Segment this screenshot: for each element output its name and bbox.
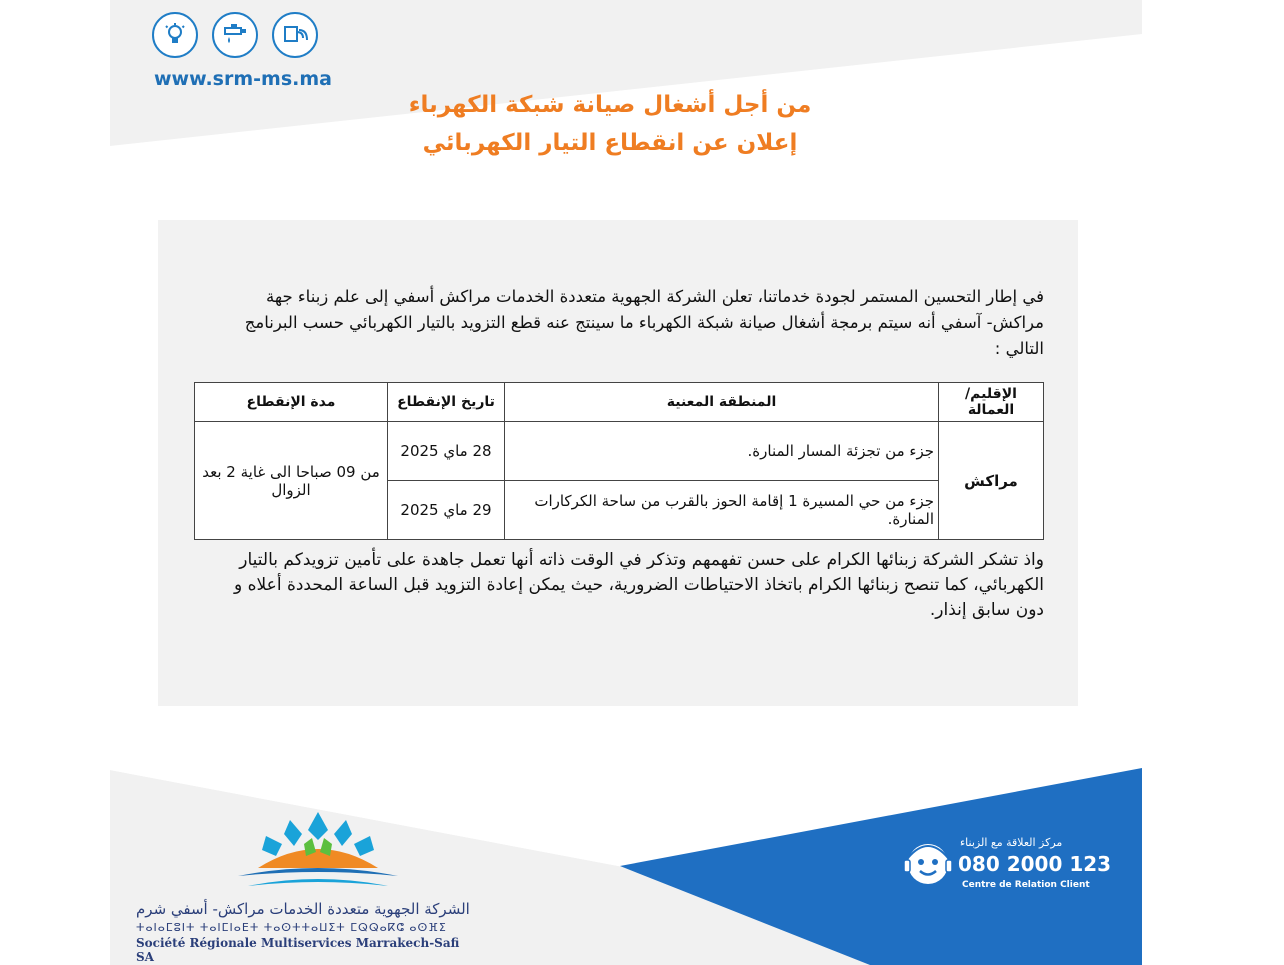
title-line-2: إعلان عن انقطاع التيار الكهربائي <box>422 130 798 156</box>
call-center <box>900 830 1120 900</box>
logo-arabic-name: الشركة الجهوية متعددة الخدمات مراكش- أسفي شرم <box>136 900 470 918</box>
logo-tifinagh-name: ⵜⴰⵏⴰⵎⵓⵏⵜ ⵜⴰⵏⵎⵏⴰⴹⵜ ⵜⴰⵙⵜⵜⴰⵡⵉⵜ ⵎⵕⵕⴰⴽⵛ ⴰⵙⴼⵉ <box>136 921 447 934</box>
header-province: الإقليم/العمالة <box>939 383 1044 422</box>
header-duration: مدة الإنقطاع <box>195 383 388 422</box>
date-cell: 28 ماي 2025 <box>388 422 505 481</box>
announcement-title <box>360 86 860 162</box>
announcement-page <box>110 0 1142 965</box>
zone-cell: جزء من حي المسيرة 1 إقامة الحوز بالقرب من ساحة الكركارات المنارة. <box>505 481 939 540</box>
call-center-arabic-label: مركز العلاقة مع الزبناء <box>960 836 1063 849</box>
call-center-french-label: Centre de Relation Client <box>962 880 1090 890</box>
table-row <box>195 422 1044 481</box>
company-logo <box>128 810 478 964</box>
notice-panel <box>158 220 1078 706</box>
outage-schedule-table <box>194 382 1044 540</box>
agent-headset-icon <box>900 834 956 894</box>
header-zone: المنطقة المعنية <box>505 383 939 422</box>
province-cell: مراكش <box>939 422 1044 540</box>
water-tap-icon <box>212 12 258 58</box>
date-cell: 29 ماي 2025 <box>388 481 505 540</box>
logo-emblem-icon <box>228 810 408 898</box>
zone-cell: جزء من تجزئة المسار المنارة. <box>505 422 939 481</box>
header-date: تاريخ الإنقطاع <box>388 383 505 422</box>
lightbulb-icon <box>152 12 198 58</box>
call-center-number: 080 2000 123 <box>958 852 1112 876</box>
duration-cell: من 09 صباحا الى غاية 2 بعد الزوال <box>195 422 388 540</box>
title-line-1: من أجل أشغال صيانة شبكة الكهرباء <box>408 92 812 118</box>
service-icons <box>152 12 318 58</box>
logo-french-name: Société Régionale Multiservices Marrakech-Safi SA <box>136 936 460 964</box>
sewage-icon <box>272 12 318 58</box>
website-url: www.srm-ms.ma <box>154 68 332 90</box>
notice-outro: واذ تشكر الشركة زبنائها الكرام على حسن تفهمهم وتذكر في الوقت ذاته أنها تعمل جاهدة على تأمين تزويدكم بالتيار الكهربائي، كما تنصح زبنائها الكرام باتخاذ الاحتياطات الضرورية، حيث يمكن إعادة التزويد قبل الساعة المحددة أعلاه و دون سابق إنذار. <box>234 550 1044 620</box>
notice-intro: في إطار التحسين المستمر لجودة خدماتنا، تعلن الشركة الجهوية متعددة الخدمات مراكش أسفي إلى علم زبناء جهة مراكش- آسفي أنه سيتم برمجة أشغال صيانة شبكة الكهرباء ما سينتج عنه قطع التزويد بالتيار الكهربائي حسب البرنامج التالي : <box>244 287 1044 358</box>
